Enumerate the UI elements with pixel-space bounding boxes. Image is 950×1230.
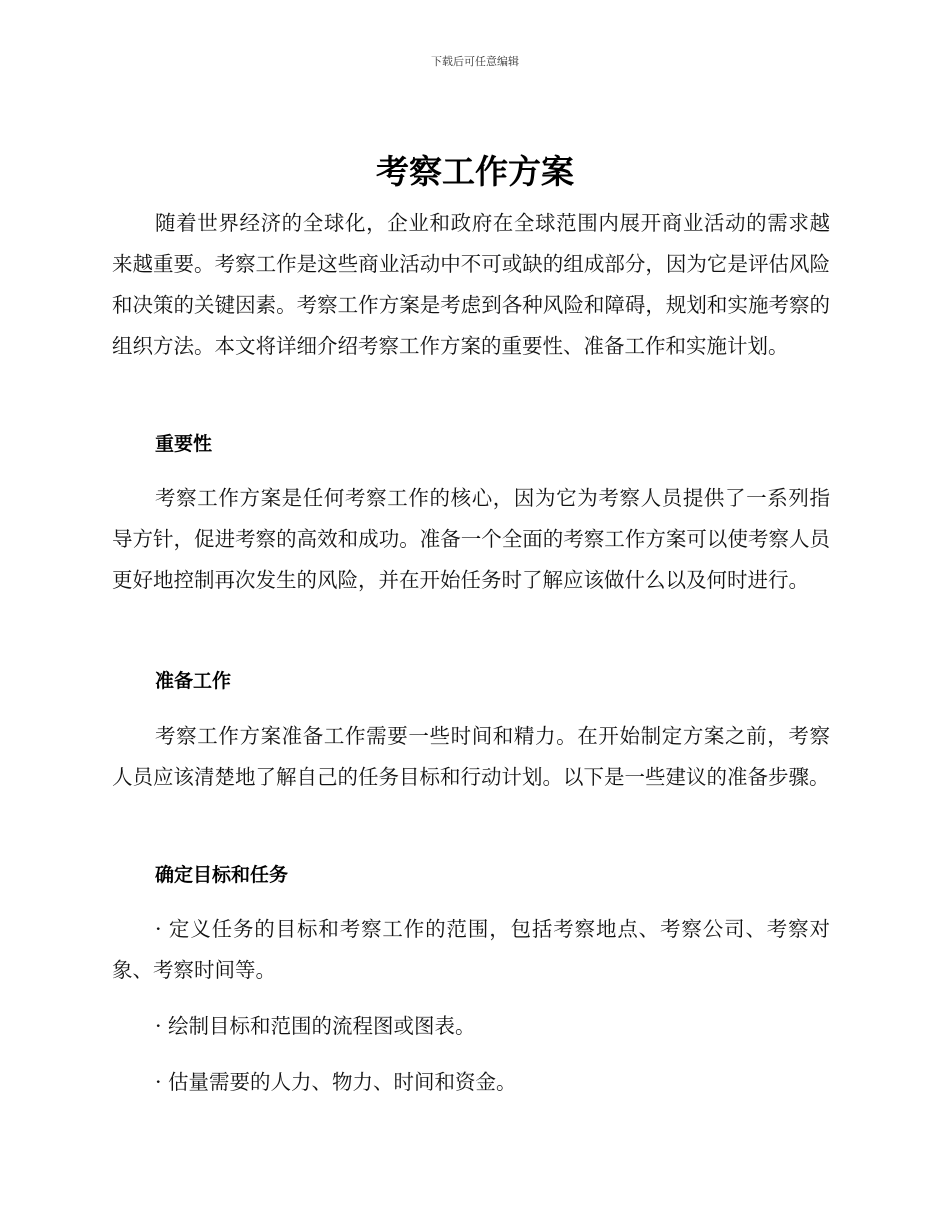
importance-paragraph: 考察工作方案是任何考察工作的核心，因为它为考察人员提供了一系列指导方针，促进考察的高效和成功。准备一个全面的考察工作方案可以使考察人员更好地控制再次发生的风险，并在开始任务时了解应该做什么以及何时进行。 (112, 486, 830, 592)
section-heading-preparation: 准备工作 (155, 670, 232, 692)
document-title: 考察工作方案 (376, 152, 574, 191)
bullet-item: · 估量需要的人力、物力、时间和资金。 (155, 1070, 517, 1094)
page-header: 下载后可任意编辑 (431, 55, 519, 68)
preparation-paragraph: 考察工作方案准备工作需要一些时间和精力。在开始制定方案之前，考察人员应该清楚地了解自己的任务目标和行动计划。以下是一些建议的准备步骤。 (112, 724, 830, 789)
bullet-item: · 绘制目标和范围的流程图或图表。 (155, 1014, 476, 1038)
intro-paragraph: 随着世界经济的全球化，企业和政府在全球范围内展开商业活动的需求越来越重要。考察工作是这些商业活动中不可或缺的组成部分，因为它是评估风险和决策的关键因素。考察工作方案是考虑到各种风险和障碍，规划和实施考察的组织方法。本文将详细介绍考察工作方案的重要性、准备工作和实施计划。 (112, 211, 830, 358)
bullet-item: · 定义任务的目标和考察工作的范围，包括考察地点、考察公司、考察对象、考察时间等。 (112, 917, 830, 982)
section-heading-importance: 重要性 (155, 433, 213, 455)
section-heading-goals: 确定目标和任务 (155, 864, 289, 886)
